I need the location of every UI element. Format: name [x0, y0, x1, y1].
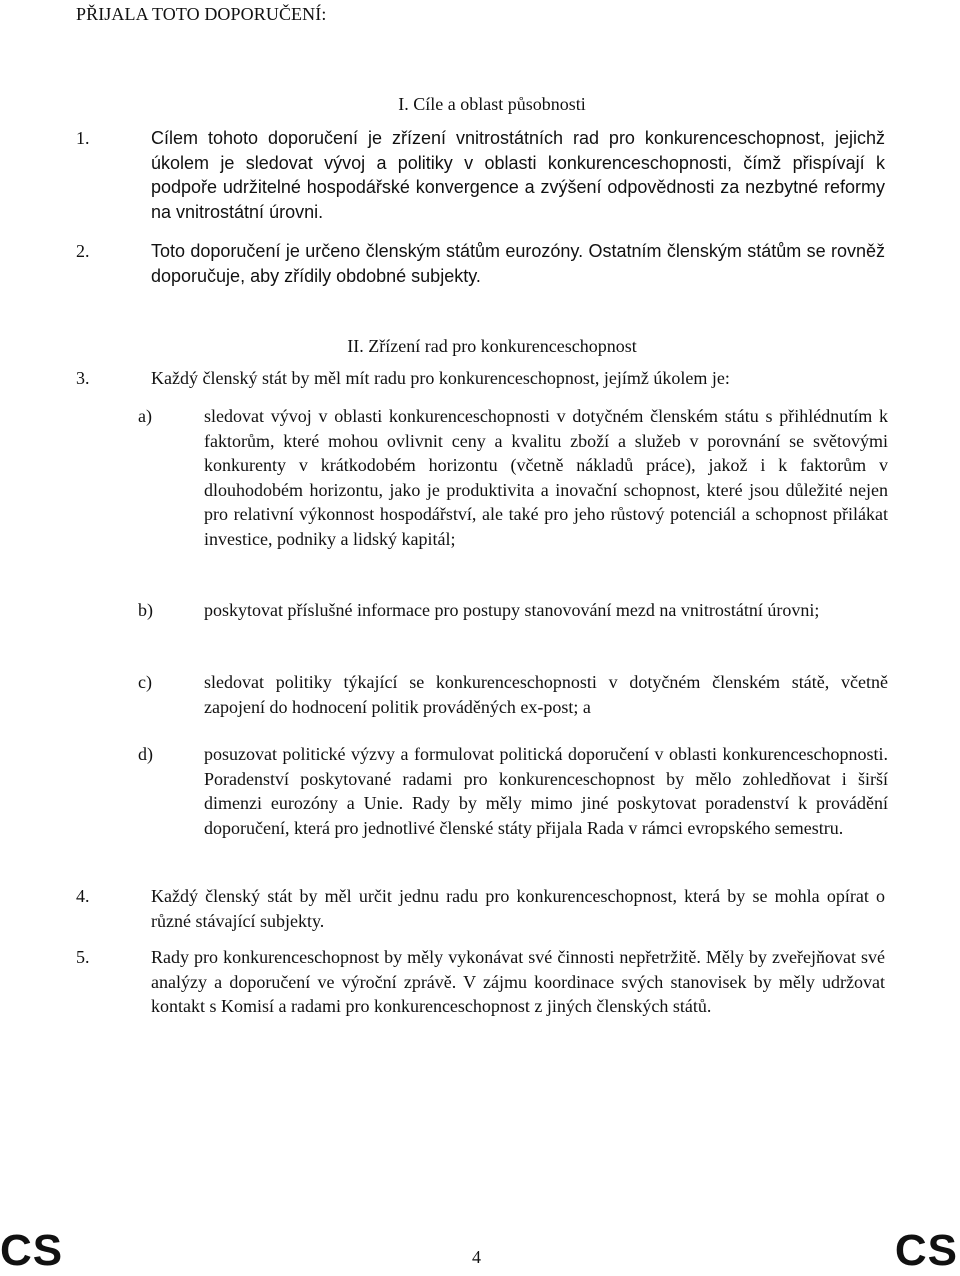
subitem-label: c) — [138, 672, 152, 692]
paragraph-text: Rady pro konkurenceschopnost by měly vykonávat své činnosti nepřetržitě. Měly by zveřejňovat své analýzy a doporučení ve výroční zprávě. V zájmu koordinace svých stanovisek by měly udržovat kontakt s Komisí a radami pro konkurenceschopnost z jiných členských států. — [151, 947, 885, 1016]
preamble: PŘIJALA TOTO DOPORUČENÍ: — [76, 4, 327, 24]
paragraph-number: 4. — [76, 886, 90, 906]
paragraph-text: Toto doporučení je určeno členským státům eurozóny. Ostatním členským státům se rovněž doporučuje, aby zřídily obdobné subjekty. — [151, 241, 885, 286]
subitem-text: sledovat vývoj v oblasti konkurenceschopnosti v dotyčném členském státu s přihlédnutím k faktorům, které mohou ovlivnit ceny a kvalitu zboží a služeb v porovnání se světovými konkurenty v krátkodobém horizontu (včetně nákladů práce), jakož i k faktorům v dlouhodobém horizontu, jako je produktivita a inovační schopnost, které jsou důležité nejen pro relativní výkonnost hospodářství, ale také pro jeho růstový potenciál a schopnost přilákat investice, podniky a lidský kapitál; — [204, 406, 888, 549]
section-heading-2: II. Zřízení rad pro konkurenceschopnost — [347, 336, 637, 356]
subitem-label: d) — [138, 744, 153, 764]
paragraph-text: Cílem tohoto doporučení je zřízení vnitrostátních rad pro konkurenceschopnost, jejichž úkolem je sledovat vývoj a politiky v oblasti konkurenceschopnosti, čímž přispívají k podpoře udržitelné hospodářské konvergence a zvýšení odpovědnosti za nezbytné reformy na vnitrostátní úrovni. — [151, 128, 885, 222]
paragraph-number: 3. — [76, 368, 90, 388]
paragraph-text: Každý členský stát by měl mít radu pro konkurenceschopnost, jejímž úkolem je: — [151, 368, 730, 388]
subitem-label: b) — [138, 600, 153, 620]
footer-language-right: CS — [894, 1226, 958, 1275]
paragraph-number: 5. — [76, 947, 90, 967]
paragraph-text: Každý členský stát by měl určit jednu radu pro konkurenceschopnost, která by se mohla opírat o různé stávající subjekty. — [151, 886, 885, 931]
paragraph-number: 2. — [76, 241, 90, 261]
section-heading-1: I. Cíle a oblast působnosti — [398, 94, 586, 114]
paragraph-number: 1. — [76, 128, 90, 148]
subitem-label: a) — [138, 406, 152, 426]
footer-language-left: CS — [0, 1226, 64, 1275]
page-number: 4 — [472, 1247, 481, 1267]
subitem-text: posuzovat politické výzvy a formulovat politická doporučení v oblasti konkurenceschopnosti. Poradenství poskytované radami pro konkurenceschopnost by mělo zohledňovat i širší dimenzi eurozóny a Unie. Rady by měly mimo jiné poskytovat poradenství k provádění doporučení, která pro jednotlivé členské státy přijala Rada v rámci evropského semestru. — [204, 744, 888, 838]
subitem-text: poskytovat příslušné informace pro postupy stanovování mezd na vnitrostátní úrovni; — [204, 600, 820, 620]
subitem-text: sledovat politiky týkající se konkurenceschopnosti v dotyčném členském státě, včetně zapojení do hodnocení politik prováděných ex-post; a — [204, 672, 888, 717]
